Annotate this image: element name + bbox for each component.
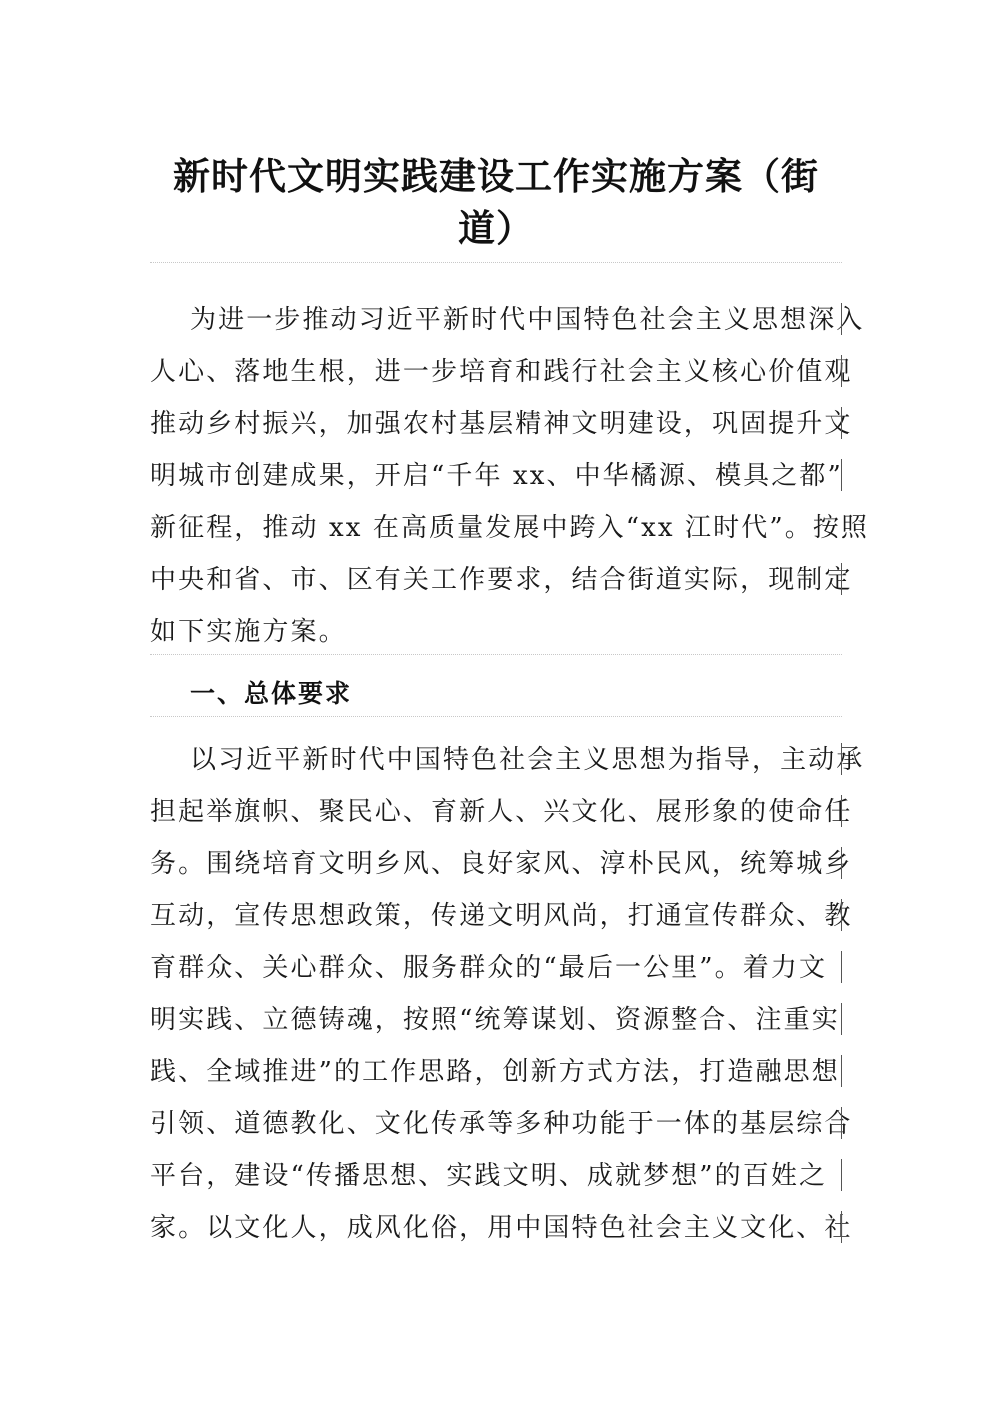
paragraph-line: 家。以文化人，成风化俗，用中国特色社会主义文化、社	[150, 1202, 842, 1254]
paragraph-line: 育群众、关心群众、服务群众的“最后一公里”。着力文	[150, 942, 842, 994]
document-title	[150, 150, 842, 254]
paragraph-line: 平台，建设“传播思想、实践文明、成就梦想”的百姓之	[150, 1150, 842, 1202]
paragraph-line: 人心、落地生根，进一步培育和践行社会主义核心价值观	[150, 346, 842, 398]
paragraph-divider	[150, 262, 842, 263]
title-line: 道）	[458, 206, 534, 250]
paragraph-line: 引领、道德教化、文化传承等多种功能于一体的基层综合	[150, 1098, 842, 1150]
paragraph-line: 中央和省、市、区有关工作要求，结合街道实际，现制定	[150, 554, 842, 606]
paragraph-line: 务。围绕培育文明乡风、良好家风、淳朴民风，统筹城乡	[150, 838, 842, 890]
title-line: 新时代文明实践建设工作实施方案（街	[173, 154, 819, 198]
paragraph-line: 明实践、立德铸魂，按照“统筹谋划、资源整合、注重实	[150, 994, 842, 1046]
paragraph-divider	[150, 716, 842, 717]
intro-paragraph	[150, 294, 870, 658]
section-paragraph	[150, 734, 865, 1254]
paragraph-line: 为进一步推动习近平新时代中国特色社会主义思想深入	[150, 294, 842, 346]
section-heading: 一、总体要求	[190, 679, 353, 708]
paragraph-line: 明城市创建成果，开启“千年 xx、中华橘源、模具之都”	[150, 450, 842, 502]
paragraph-line: 推动乡村振兴，加强农村基层精神文明建设，巩固提升文	[150, 398, 842, 450]
paragraph-line: 互动，宣传思想政策，传递文明风尚，打通宣传群众、教	[150, 890, 842, 942]
paragraph-divider	[150, 654, 842, 655]
paragraph-line: 担起举旗帜、聚民心、育新人、兴文化、展形象的使命任	[150, 786, 842, 838]
paragraph-line: 如下实施方案。	[150, 617, 347, 647]
paragraph-line: 新征程，推动 xx 在高质量发展中跨入“xx 江时代”。按照	[150, 513, 870, 543]
paragraph-line: 以习近平新时代中国特色社会主义思想为指导，主动承	[150, 734, 842, 786]
paragraph-line: 践、全域推进”的工作思路，创新方式方法，打造融思想	[150, 1046, 842, 1098]
